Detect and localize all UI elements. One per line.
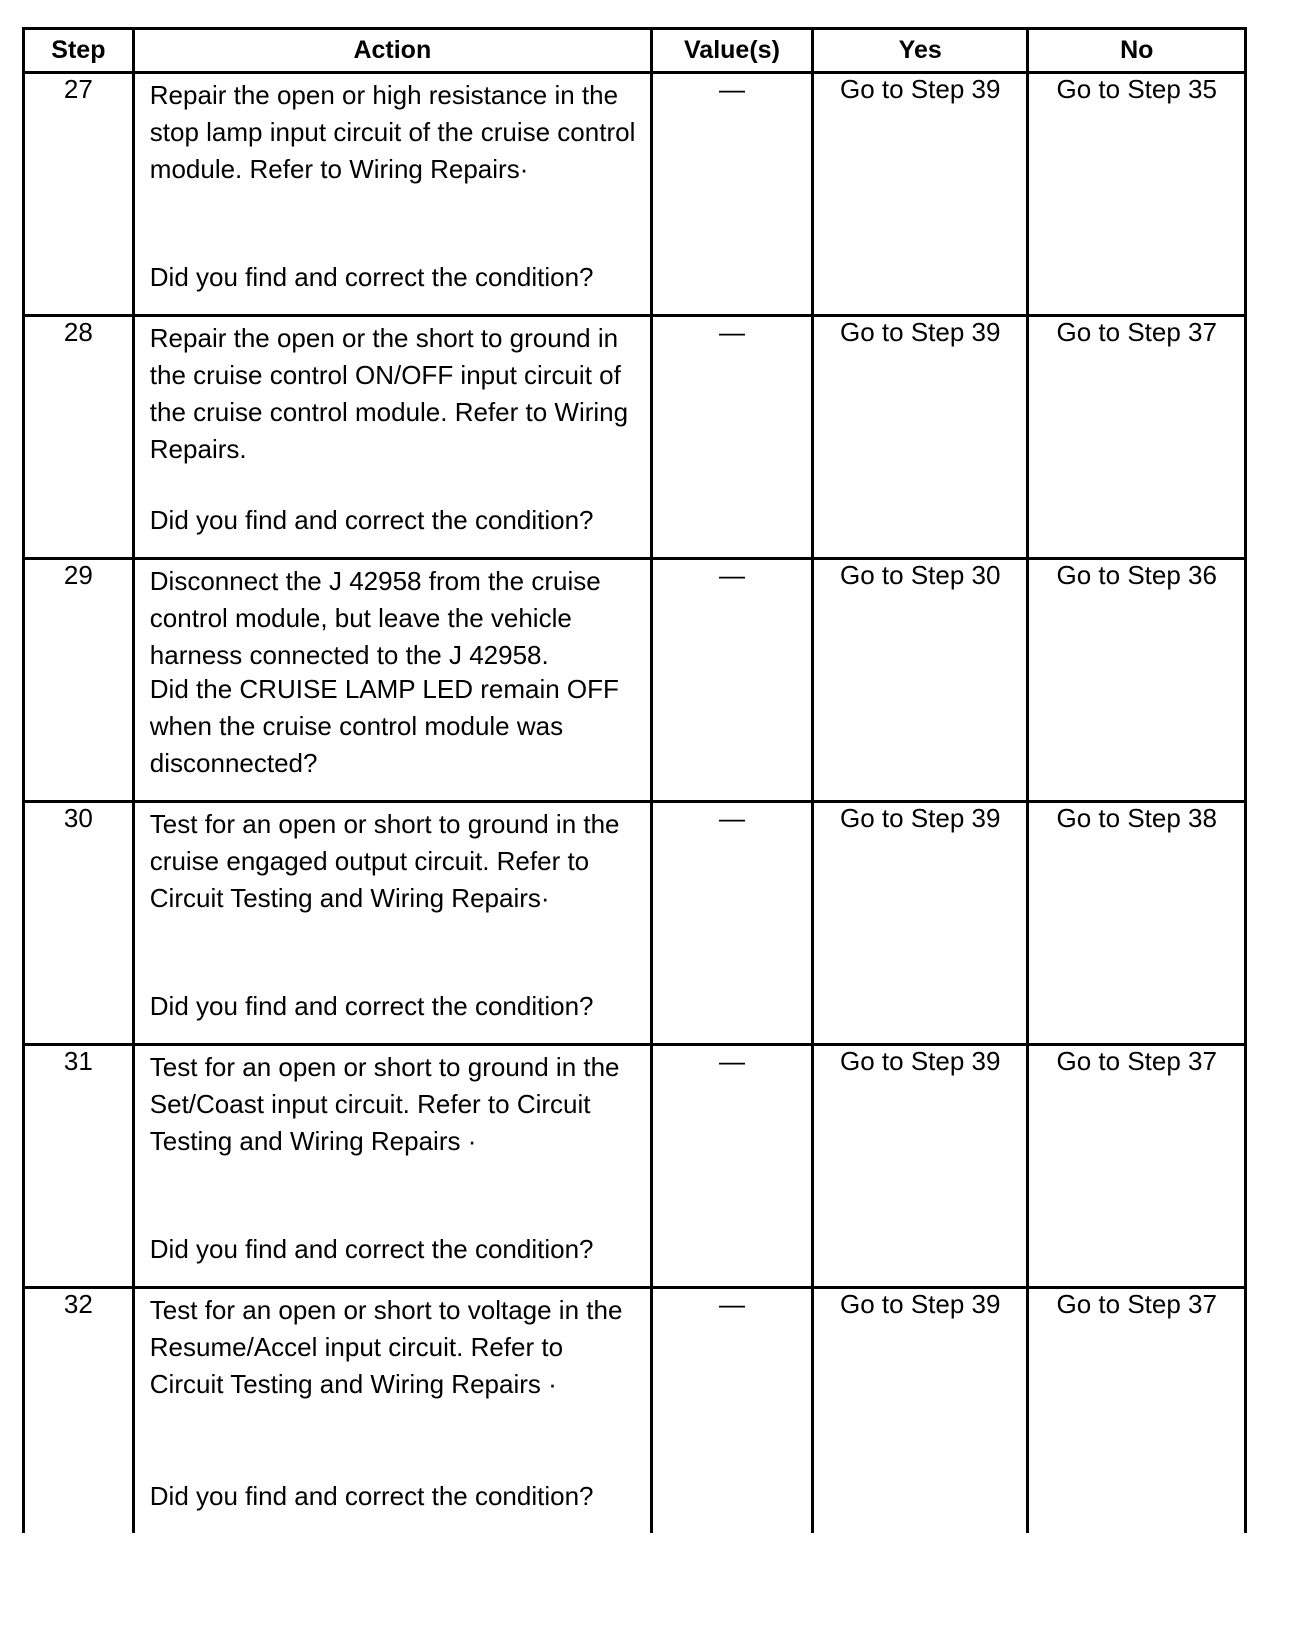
- diagnostic-table: [22, 27, 1247, 1533]
- action-cell: [133, 73, 651, 316]
- step-number: 32: [24, 1288, 134, 1533]
- no-cell: Go to Step 37: [1028, 1288, 1246, 1533]
- action-question: Did you find and correct the condition?: [149, 991, 594, 1021]
- table-row: [24, 1045, 1246, 1288]
- header-yes: Yes: [813, 29, 1028, 73]
- table-row: [24, 559, 1246, 802]
- no-cell: Go to Step 35: [1028, 73, 1246, 316]
- action-cell: [133, 1045, 651, 1288]
- value-cell: —: [651, 802, 812, 1045]
- value-cell: —: [651, 1045, 812, 1288]
- table-row: [24, 73, 1246, 316]
- header-values: Value(s): [651, 29, 812, 73]
- table-header-row: [24, 29, 1246, 73]
- action-text: Test for an open or short to ground in the Set/Coast input circuit. Refer to Circuit Testing and Wiring Repairs ·: [149, 1052, 620, 1156]
- step-number: 29: [24, 559, 134, 802]
- table-row: [24, 1288, 1246, 1533]
- yes-cell: Go to Step 39: [813, 73, 1028, 316]
- action-cell: [133, 559, 651, 802]
- no-cell: Go to Step 36: [1028, 559, 1246, 802]
- step-number: 30: [24, 802, 134, 1045]
- action-cell: [133, 802, 651, 1045]
- action-text: Disconnect the J 42958 from the cruise control module, but leave the vehicle harness connected to the J 42958.: [149, 566, 601, 670]
- action-text: Repair the open or the short to ground in the cruise control ON/OFF input circuit of the cruise control module. Refer to Wiring Repairs.: [149, 323, 629, 464]
- yes-cell: Go to Step 39: [813, 802, 1028, 1045]
- table-row: [24, 802, 1246, 1045]
- action-question: Did you find and correct the condition?: [149, 262, 594, 292]
- table-row: [24, 316, 1246, 559]
- step-number: 31: [24, 1045, 134, 1288]
- value-cell: —: [651, 316, 812, 559]
- action-text: Test for an open or short to ground in the cruise engaged output circuit. Refer to Circuit Testing and Wiring Repairs·: [149, 809, 620, 913]
- header-step: Step: [24, 29, 134, 73]
- action-question: Did the CRUISE LAMP LED remain OFF when the cruise control module was disconnected?: [149, 674, 619, 778]
- header-action: Action: [133, 29, 651, 73]
- header-no: No: [1028, 29, 1246, 73]
- action-cell: [133, 316, 651, 559]
- action-cell: [133, 1288, 651, 1533]
- no-cell: Go to Step 37: [1028, 316, 1246, 559]
- no-cell: Go to Step 37: [1028, 1045, 1246, 1288]
- step-number: 28: [24, 316, 134, 559]
- action-text: Repair the open or high resistance in the stop lamp input circuit of the cruise control module. Refer to Wiring Repairs·: [149, 80, 636, 184]
- value-cell: —: [651, 1288, 812, 1533]
- action-question: Did you find and correct the condition?: [149, 1480, 594, 1511]
- step-number: 27: [24, 73, 134, 316]
- value-cell: —: [651, 559, 812, 802]
- action-question: Did you find and correct the condition?: [149, 1234, 594, 1264]
- action-question: Did you find and correct the condition?: [149, 505, 594, 535]
- no-cell: Go to Step 38: [1028, 802, 1246, 1045]
- yes-cell: Go to Step 39: [813, 1045, 1028, 1288]
- value-cell: —: [651, 73, 812, 316]
- yes-cell: Go to Step 30: [813, 559, 1028, 802]
- action-text: Test for an open or short to voltage in the Resume/Accel input circuit. Refer to Circuit Testing and Wiring Repairs ·: [149, 1295, 623, 1399]
- yes-cell: Go to Step 39: [813, 316, 1028, 559]
- yes-cell: Go to Step 39: [813, 1288, 1028, 1533]
